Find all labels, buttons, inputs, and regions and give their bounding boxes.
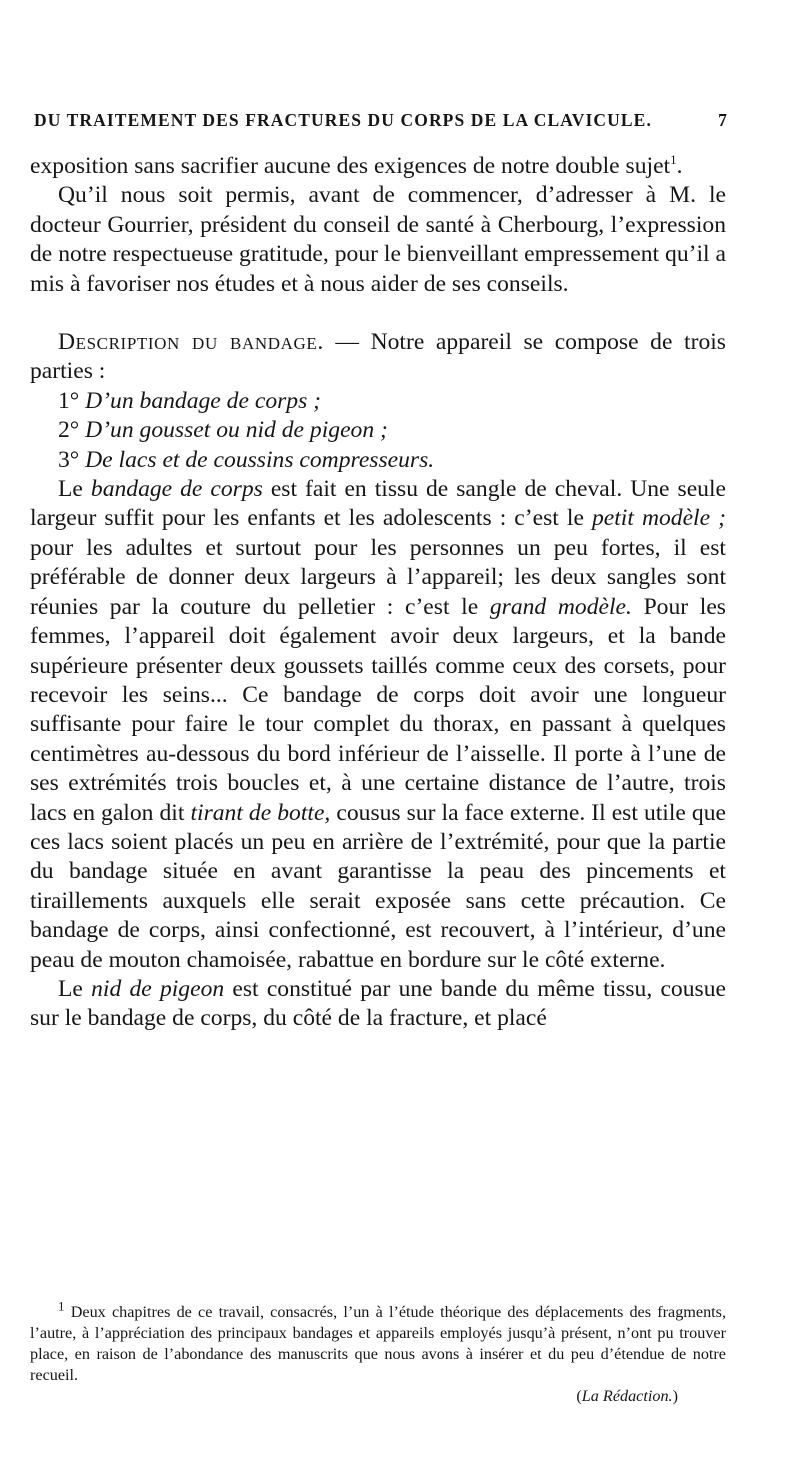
footnote xyxy=(30,1298,727,1386)
text-run: cousus sur la face externe. Il est utile que ces lacs soient placés un peu en arrière de l’extrémité, pour que la partie du bandage située en avant garantisse la peau des pincements et tiraillements auxquels elle serait exposée sans cette précaution. Ce bandage de corps, ainsi confectionné, est recouvert, à l’intérieur, d’une peau de mouton chamoisée, rabattue en bordure sur le côté externe. xyxy=(30,799,726,973)
p1-end: . xyxy=(676,153,683,179)
running-title: DU TRAITEMENT DES FRACTURES DU CORPS DE LA CLAVICULE. xyxy=(34,110,652,130)
italic-term: grand modèle. xyxy=(489,593,632,620)
page-number: 7 xyxy=(718,110,728,130)
section-paragraph xyxy=(30,328,726,387)
list-item xyxy=(30,387,726,416)
main-text xyxy=(30,152,726,1034)
list-number: 3° xyxy=(58,446,80,473)
italic-term: bandage de corps xyxy=(90,476,263,503)
list-text: D’un bandage de corps ; xyxy=(85,387,322,414)
list-text: D’un gousset ou nid de pigeon ; xyxy=(85,417,388,444)
paragraph-continuation xyxy=(30,152,726,181)
section-intro: — Notre appareil se compose de trois parties : xyxy=(30,329,726,385)
paragraph-bandage-description xyxy=(30,475,726,975)
text-run: Le xyxy=(58,476,83,503)
list-item xyxy=(30,446,726,475)
list-number: 1° xyxy=(58,387,80,414)
signature-text: La Rédaction. xyxy=(581,1387,673,1405)
list-number: 2° xyxy=(58,417,80,444)
footnote-marker: 1 xyxy=(58,1298,65,1314)
list-item xyxy=(30,416,726,445)
section-heading: Description du bandage. xyxy=(58,329,324,356)
paragraph-acknowledgement: Qu’il nous soit permis, avant de commencer, d’adresser à M. le docteur Gourrier, président du conseil de santé à Cherbourg, l’expression de notre respectueuse gratitude, pour le bienveillant empressement qu’il a mis à favoriser nos études et à nous aider de ses conseils. xyxy=(30,182,726,297)
running-head xyxy=(34,110,728,131)
footnote-area xyxy=(30,1298,727,1407)
italic-term: nid de pigeon xyxy=(91,975,225,1002)
list-text: De lacs et de coussins compresseurs. xyxy=(85,446,435,473)
text-run: Le xyxy=(58,975,83,1002)
p1-text: exposition sans sacrifier aucune des exigences de notre double sujet xyxy=(30,153,671,179)
italic-term: petit modèle ; xyxy=(591,505,726,532)
paragraph-nid-de-pigeon xyxy=(30,975,726,1034)
footnote-signature: (La Rédaction.) xyxy=(576,1387,678,1405)
text-run: pour les adultes et surtout pour les personnes un peu fortes, il est préférable de donner deux largeurs à l’appareil; les deux sangles sont réunies par la couture du pelletier : c’est le xyxy=(30,534,726,620)
text-run: est constitué par une bande du même tissu, cousue sur le bandage de corps, du côté de la fracture, et placé xyxy=(30,975,726,1032)
text-run: est fait en tissu de sangle de cheval. Une seule largeur suffit pour les enfants et les adolescents : c’est le xyxy=(30,476,726,532)
footnote-reference: 1 xyxy=(670,152,677,168)
footnote-text: Deux chapitres de ce travail, consacrés, l’un à l’étude théorique des déplacements des fragments, l’autre, à l’appréciation des principaux bandages et appareils employés jusqu’à présent, n’ont pu trouver place, en raison de l’abondance des manuscrits que nous avons à insérer et du peu d’étendue de notre recueil. xyxy=(30,1303,727,1384)
italic-term: tirant de botte, xyxy=(190,799,331,826)
text-run: Pour les femmes, l’appareil doit également avoir deux largeurs, et la bande supérieure présenter deux goussets taillés comme ceux des corsets, pour recevoir les seins... Ce bandage de corps doit avoir une longueur suffisante pour faire le tour complet du thorax, en passant à quelques centimètres au-dessous du bord inférieur de l’aisselle. Il porte à l’une de ses extrémités trois boucles et, à une certaine distance de l’autre, trois lacs en galon dit xyxy=(30,593,726,826)
